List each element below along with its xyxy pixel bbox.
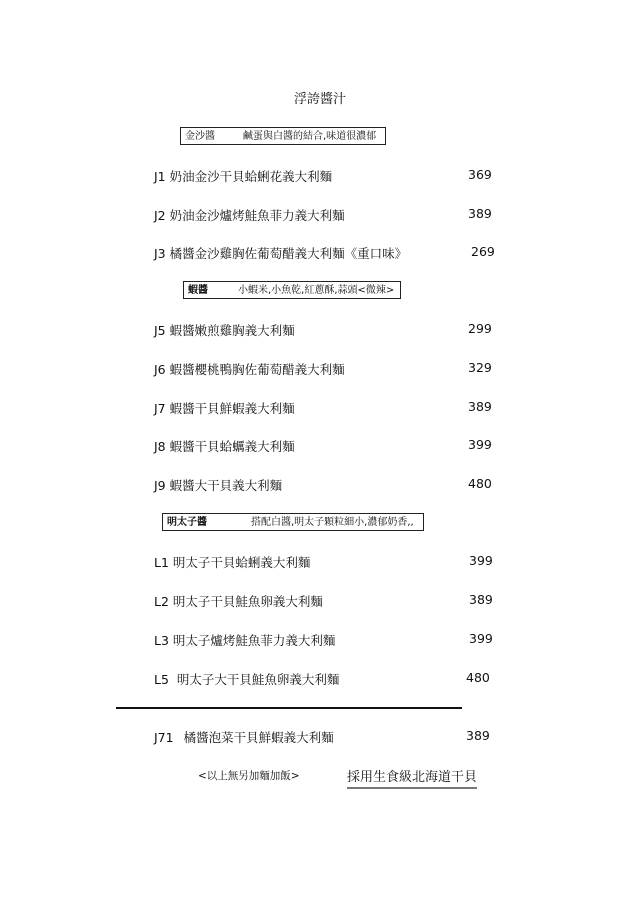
item-name: 明太子干貝蛤蜊義大利麵 (172, 555, 311, 570)
item-code: L2 (154, 594, 169, 609)
page-title: 浮誇醬汁 (293, 92, 346, 107)
footer-note: <以上無另加麵加飯> (198, 770, 300, 782)
menu-item-price: 369 (468, 167, 492, 182)
item-code: J5 (154, 323, 166, 338)
menu-item-price: 399 (468, 437, 492, 452)
item-name: 奶油金沙爐烤鮭魚菲力義大利麵 (169, 208, 345, 223)
section-description: 鹹蛋與白醬的結合,味道很濃郁 (243, 131, 377, 142)
item-code: L3 (154, 633, 169, 648)
item-name: 蝦醬嫩煎雞胸義大利麵 (169, 323, 295, 338)
menu-item-price: 399 (469, 631, 493, 646)
menu-item-price: 269 (471, 244, 495, 259)
footer-highlight: 採用生食級北海道干貝 (347, 766, 477, 789)
section-description: 小蝦米,小魚乾,紅蔥酥,蒜頭<微辣> (238, 285, 395, 296)
menu-item-price: 480 (468, 476, 492, 491)
section-header-shrimp-sauce (183, 281, 401, 299)
item-name: 明太子干貝鮭魚卵義大利麵 (172, 594, 323, 609)
section-description: 搭配白醬,明太子顆粒細小,濃郁奶香,, (251, 517, 414, 528)
menu-item (154, 167, 332, 185)
menu-item (154, 592, 323, 610)
menu-item (154, 476, 282, 494)
item-code: J8 (154, 439, 166, 454)
item-name: 明太子大干貝鮭魚卵義大利麵 (176, 672, 340, 687)
menu-item-price: 389 (468, 206, 492, 221)
item-name: 蝦醬櫻桃鴨胸佐葡萄醋義大利麵 (169, 362, 345, 377)
section-header-mentaiko-sauce (162, 513, 424, 531)
item-name: 蝦醬大干貝義大利麵 (169, 478, 283, 493)
item-name: 蝦醬干貝蛤蠣義大利麵 (169, 439, 295, 454)
section-header-golden-sauce (180, 127, 386, 145)
item-name: 橘醬泡菜干貝鮮蝦義大利麵 (183, 730, 334, 745)
section-name: 明太子醬 (167, 517, 207, 528)
item-code: J71 (154, 730, 174, 745)
menu-item-price: 389 (469, 592, 493, 607)
menu-item (154, 360, 345, 378)
menu-item (154, 399, 295, 417)
menu-item-price: 329 (468, 360, 492, 375)
item-code: J2 (154, 208, 166, 223)
item-name: 明太子爐烤鮭魚菲力義大利麵 (172, 633, 336, 648)
item-code: J3 (154, 246, 166, 261)
menu-item (154, 321, 295, 339)
section-name: 金沙醬 (185, 131, 215, 142)
item-name: 蝦醬干貝鮮蝦義大利麵 (169, 401, 295, 416)
item-code: J1 (154, 169, 166, 184)
menu-item (154, 206, 345, 224)
menu-item-price: 389 (466, 728, 490, 743)
item-code: L1 (154, 555, 169, 570)
item-code: J7 (154, 401, 166, 416)
menu-item-price: 389 (468, 399, 492, 414)
item-code: L5 (154, 672, 169, 687)
item-name: 橘醬金沙雞胸佐葡萄醋義大利麵《重口味》 (169, 246, 408, 261)
menu-item (154, 728, 334, 746)
menu-item (154, 670, 339, 688)
item-name: 奶油金沙干貝蛤蜊花義大利麵 (169, 169, 333, 184)
section-divider (116, 707, 462, 709)
menu-item-price: 480 (466, 670, 490, 685)
menu-item (154, 553, 310, 571)
menu-item (154, 437, 295, 455)
item-code: J9 (154, 478, 166, 493)
menu-item (154, 244, 407, 262)
menu-item-price: 399 (469, 553, 493, 568)
menu-item-price: 299 (468, 321, 492, 336)
item-code: J6 (154, 362, 166, 377)
menu-item (154, 631, 335, 649)
section-name: 蝦醬 (188, 285, 208, 296)
